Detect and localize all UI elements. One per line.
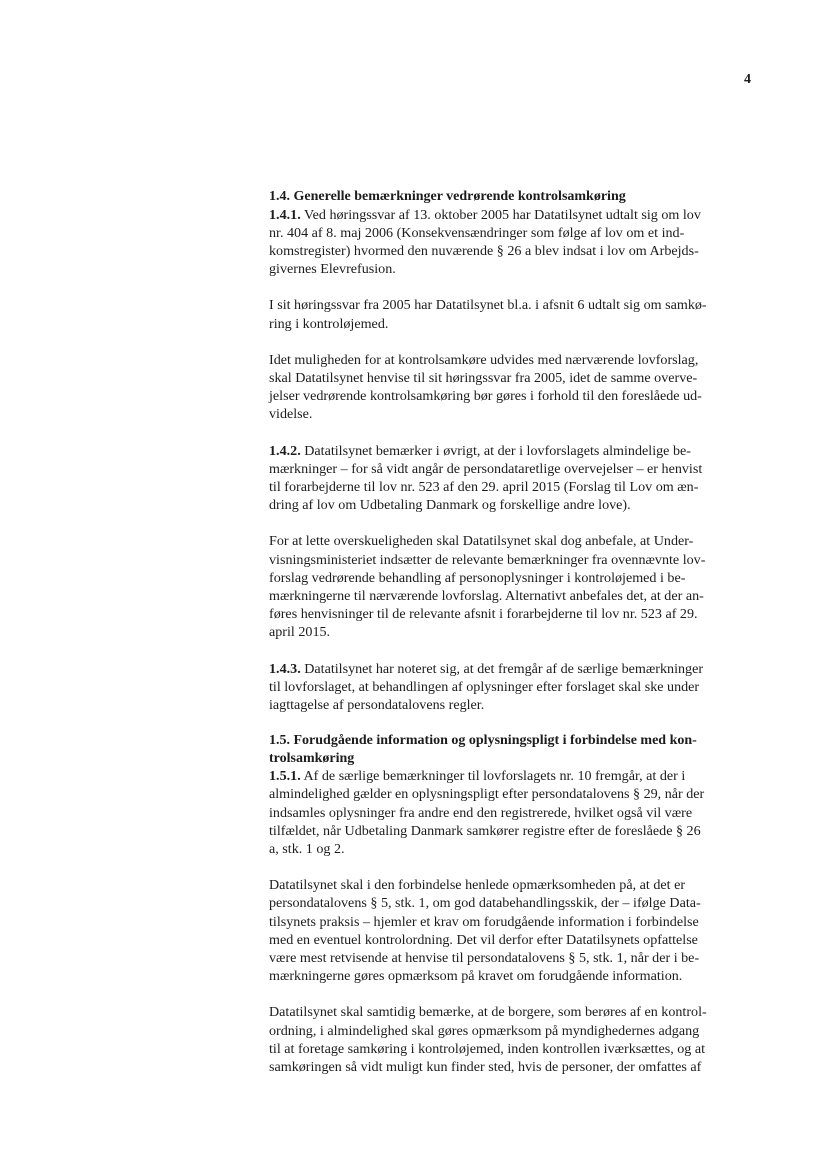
line-text: Datatilsynet har noteret sig, at det fremgår af de særlige bemærkninger — [304, 660, 704, 677]
line: indsamles oplysninger fra andre end den registrerede, hvilket også vil være — [269, 804, 693, 821]
document-body — [269, 188, 741, 1076]
line: For at lette overskueligheden skal Datatilsynet skal dog anbefale, at Under- — [269, 533, 694, 550]
paragraph-number: 1.4.1. — [269, 206, 301, 223]
paragraph-1-4-1-c — [269, 351, 741, 424]
line-text: Af de særlige bemærkninger til lovforslagets nr. 10 fremgår, at der i — [303, 768, 686, 785]
line: Datatilsynet skal i den forbindelse henlede opmærksomheden på, at det er — [269, 877, 686, 894]
line: a, stk. 1 og 2. — [269, 840, 345, 857]
paragraph-number: 1.5.1. — [269, 768, 301, 785]
line: være mest retvisende at henvise til persondatalovens § 5, stk. 1, når der i be- — [269, 950, 700, 966]
line: mærkninger – for så vidt angår de persondataretlige overvejelser – er henvist — [269, 460, 703, 477]
line: samkøringen så vidt muligt kun finder sted, hvis de personer, der omfattes af — [269, 1059, 702, 1076]
line: føres henvisninger til de relevante afsnit i forarbejderne til lov nr. 523 af 29. — [269, 606, 698, 623]
line: videlse. — [269, 406, 313, 423]
line — [269, 442, 741, 460]
line: dring af lov om Udbetaling Danmark og forskellige andre love). — [269, 497, 631, 514]
paragraph-1-4-2-b — [269, 532, 741, 641]
paragraph-number: 1.4.2. — [269, 442, 301, 459]
paragraph-number: 1.4.3. — [269, 660, 301, 677]
paragraph-1-4-1-b — [269, 296, 741, 332]
line-text: Datatilsynet bemærker i øvrigt, at der i lovforslagets almindelige be- — [304, 442, 691, 459]
line — [269, 767, 741, 785]
line: nr. 404 af 8. maj 2006 (Konsekvensændringer som følge af lov om et ind- — [269, 224, 685, 241]
section-heading-1-4: 1.4. Generelle bemærkninger vedrørende kontrolsamkøring — [269, 189, 626, 204]
line: I sit høringssvar fra 2005 har Datatilsynet bl.a. i afsnit 6 udtalt sig om samkø- — [269, 297, 707, 314]
paragraph-1-4-2 — [269, 442, 741, 515]
line: til forarbejderne til lov nr. 523 af den 29. april 2015 (Forslag til Lov om æn- — [269, 478, 699, 495]
section-heading-1-5 — [269, 732, 741, 767]
heading-line: 1.5. Forudgående information og oplysningspligt i forbindelse med kon- — [269, 733, 697, 749]
paragraph-1-4-3 — [269, 660, 741, 715]
line: jelser vedrørende kontrolsamkøring bør gøres i forhold til den foreslåede ud- — [269, 388, 702, 405]
heading-line: trolsamkøring — [269, 750, 355, 766]
line: givernes Elevrefusion. — [269, 261, 396, 278]
line-text: Ved høringssvar af 13. oktober 2005 har Datatilsynet udtalt sig om lov — [304, 206, 701, 223]
line: april 2015. — [269, 624, 331, 641]
line: forslag vedrørende behandling af personoplysninger i kontroløjemed i be- — [269, 569, 686, 586]
paragraph-1-5-1-c — [269, 1003, 741, 1076]
line: skal Datatilsynet henvise til sit høringssvar fra 2005, idet de samme overve- — [269, 369, 698, 386]
line: Datatilsynet skal samtidig bemærke, at de borgere, som berøres af en kontrol- — [269, 1004, 707, 1021]
line: persondatalovens § 5, stk. 1, om god databehandlingsskik, der – ifølge Data- — [269, 895, 701, 912]
paragraph-1-5-1-b — [269, 876, 741, 985]
line: ring i kontroløjemed. — [269, 315, 389, 332]
line: mærkningerne gøres opmærksom på kravet om forudgående information. — [269, 968, 683, 985]
line: tilsynets praksis – hjemler et krav om forudgående information i forbindelse — [269, 913, 699, 930]
line: med en eventuel kontrolordning. Det vil derfor efter Datatilsynets opfattelse — [269, 931, 698, 948]
line: komstregister) hvormed den nuværende § 26 a blev indsat i lov om Arbejds- — [269, 242, 699, 259]
line — [269, 660, 741, 678]
line — [269, 206, 741, 224]
line: iagttagelse af persondatalovens regler. — [269, 696, 485, 713]
line: visningsministeriet indsætter de relevante bemærkninger fra ovennævnte lov- — [269, 551, 706, 568]
line: mærkningerne til nærværende lovforslag. Alternativt anbefales det, at der an- — [269, 587, 704, 604]
line: ordning, i almindelighed skal gøres opmærksom på myndighedernes adgang — [269, 1022, 700, 1039]
line: Idet muligheden for at kontrolsamkøre udvides med nærværende lovforslag, — [269, 351, 699, 368]
paragraph-1-5-1 — [269, 767, 741, 858]
page-number: 4 — [744, 72, 751, 87]
line: til lovforslaget, at behandlingen af oplysninger efter forslaget skal ske under — [269, 678, 700, 695]
paragraph-1-4-1 — [269, 206, 741, 279]
line: almindelighed gælder en oplysningspligt efter persondatalovens § 29, når der — [269, 786, 705, 803]
line: til at foretage samkøring i kontroløjemed, inden kontrollen iværksættes, og at — [269, 1040, 706, 1057]
line: tilfældet, når Udbetaling Danmark samkører registre efter de foreslåede § 26 — [269, 822, 701, 839]
